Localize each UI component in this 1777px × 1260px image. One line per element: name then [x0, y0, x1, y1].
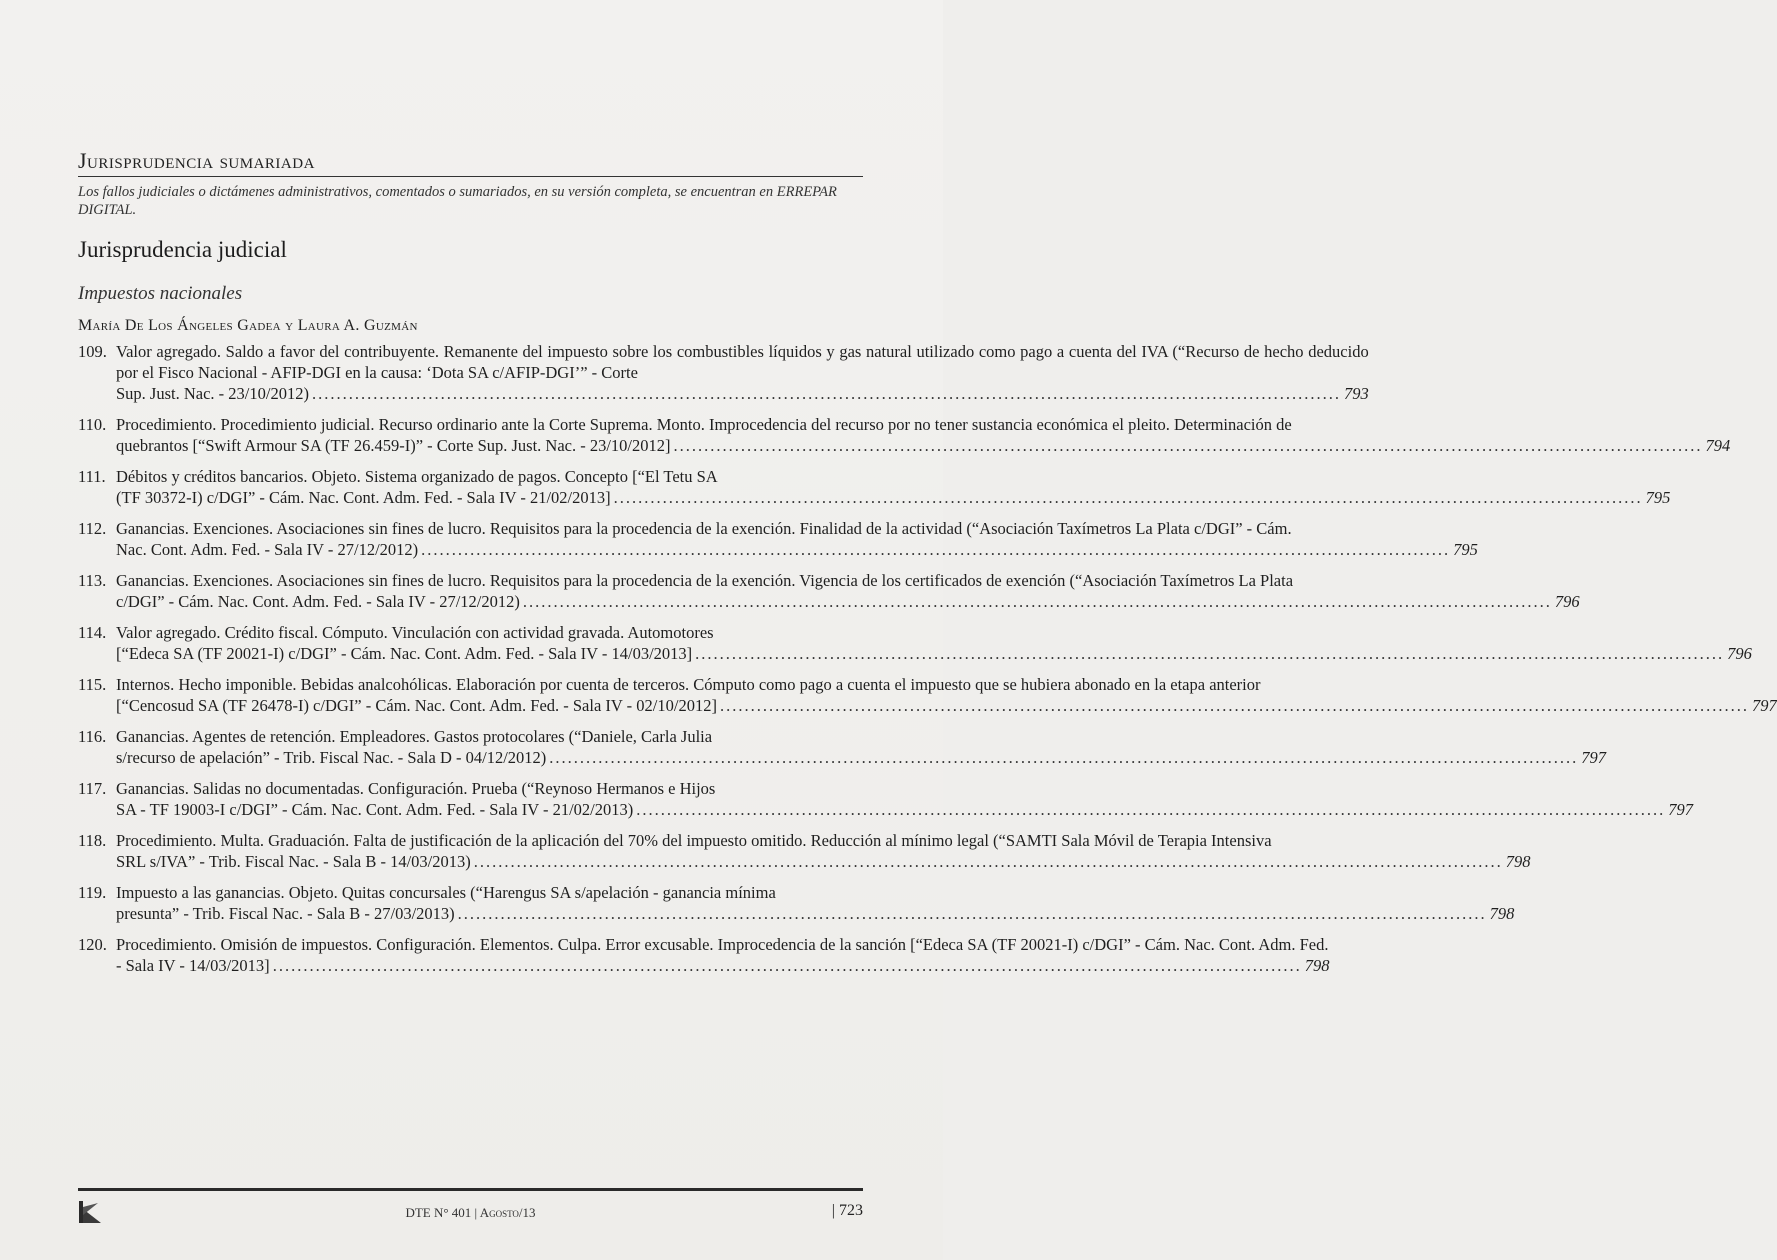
leader-dots: [523, 591, 1552, 612]
heading: Jurisprudencia judicial: [78, 237, 287, 262]
entry-number: 120.: [78, 935, 107, 954]
leader-dots: [312, 383, 1341, 404]
entry-text: Débitos y créditos bancarios. Objeto. Sistema organizado de pagos. Concepto [“El Tetu SA: [116, 467, 718, 486]
footer-publication: DTE N° 401 | Agosto/13: [405, 1205, 536, 1220]
entry-page: 796: [1727, 644, 1752, 663]
leader-dots: [720, 695, 1749, 716]
entry-page: 795: [1453, 540, 1478, 559]
list-item: [78, 414, 1731, 456]
entry-body: [116, 778, 1693, 820]
entry-last-line: [116, 591, 1580, 612]
entry-page: 798: [1489, 904, 1515, 923]
entry-body: [116, 622, 1752, 664]
entry-body: [116, 830, 1531, 872]
entry-body: [116, 414, 1730, 456]
entry-body: [116, 726, 1606, 768]
list-item: [78, 570, 1580, 612]
entry-number: 119.: [78, 883, 107, 902]
entry-number: 115.: [78, 675, 107, 694]
leader-dots: [636, 799, 1665, 820]
entry-page: 798: [1505, 852, 1531, 871]
entry-number: 109.: [78, 342, 107, 361]
entry-text: Ganancias. Exenciones. Asociaciones sin fines de lucro. Requisitos para la procedencia de la exención. Finalidad de la actividad (“Asociación Taxímetros La Plata c/DGI” - Cám.: [116, 519, 1292, 538]
entry-body: [116, 934, 1329, 976]
list-item: [78, 830, 1531, 872]
entry-text: Internos. Hecho imponible. Bebidas analcohólicas. Elaboración por cuenta de terceros. Cómputo como pago a cuenta el impuesto que se hubiera abonado en la etapa anterior: [116, 675, 1261, 694]
entry-body: [116, 570, 1580, 612]
section-title: Jurisprudencia sumariada: [78, 148, 863, 177]
page-content: [78, 148, 1777, 986]
leader-dots: [421, 539, 1450, 560]
leader-dots: [474, 851, 1503, 872]
entry-body: [116, 341, 1369, 404]
section-subtitle: Los fallos judiciales o dictámenes administrativos, comentados o sumariados, en su versión completa, se encuentran en ERREPAR DIGITAL.: [78, 184, 837, 218]
entry-page: 797: [1751, 696, 1777, 715]
entry-number: 111.: [78, 467, 106, 486]
entry-text: Procedimiento. Omisión de impuestos. Configuración. Elementos. Culpa. Error excusable. Improcedencia de la sanción [“Edeca SA (TF 20021-I) c/DGI” - Cám. Nac. Cont. Adm. Fed.: [116, 935, 1329, 954]
page-footer: [78, 1188, 863, 1227]
entry-page: 793: [1343, 384, 1369, 403]
entry-text: Valor agregado. Saldo a favor del contribuyente. Remanente del impuesto sobre los combustibles líquidos y gas natural utilizado como pago a cuenta del IVA (“Recurso de hecho deducido por el Fisco Nacional - AFIP-DGI en la causa: ‘Dota SA c/AFIP-DGI’” - Corte: [116, 342, 1369, 382]
entry-citation: c/DGI” - Cám. Nac. Cont. Adm. Fed. - Sala IV - 27/12/2012): [116, 592, 520, 611]
entry-last-line: [116, 539, 1478, 560]
entry-number: 118.: [78, 831, 107, 850]
entry-page: 798: [1304, 956, 1330, 975]
entry-text: Procedimiento. Procedimiento judicial. Recurso ordinario ante la Corte Suprema. Monto. Improcedencia del recurso por no tener sustancia económica el pleito. Determinación de: [116, 415, 1292, 434]
entry-text: Ganancias. Salidas no documentadas. Configuración. Prueba (“Reynoso Hermanos e Hijos: [116, 779, 716, 798]
list-item: [78, 934, 1330, 976]
entry-citation: presunta” - Trib. Fiscal Nac. - Sala B - 27/03/2013): [116, 904, 455, 923]
entry-citation: Nac. Cont. Adm. Fed. - Sala IV - 27/12/2012): [116, 540, 419, 559]
leader-dots: [458, 903, 1487, 924]
entry-text: Procedimiento. Multa. Graduación. Falta de justificación de la aplicación del 70% del impuesto omitido. Reducción al mínimo legal (“SAMTI Sala Móvil de Terapia Intensiva: [116, 831, 1272, 850]
leader-dots: [695, 643, 1724, 664]
entry-last-line: [116, 799, 1693, 820]
entry-citation: [“Edeca SA (TF 20021-I) c/DGI” - Cám. Nac. Cont. Adm. Fed. - Sala IV - 14/03/2013]: [116, 644, 693, 663]
leader-dots: [549, 747, 1578, 768]
entry-page: 794: [1705, 436, 1731, 455]
entry-last-line: [116, 487, 1670, 508]
entry-body: [116, 466, 1670, 508]
entry-number: 110.: [78, 415, 107, 434]
list-item: [78, 726, 1607, 768]
footer-page-number: | 723: [831, 1202, 863, 1219]
entry-last-line: [116, 695, 1777, 716]
entry-number: 113.: [78, 571, 107, 590]
entry-last-line: [116, 747, 1606, 768]
leader-dots: [614, 487, 1643, 508]
entry-number: 116.: [78, 727, 107, 746]
entry-body: [116, 674, 1777, 716]
entry-last-line: [116, 903, 1514, 924]
entry-last-line: [116, 955, 1329, 976]
entry-citation: quebrantos [“Swift Armour SA (TF 26.459-I)” - Corte Sup. Just. Nac. - 23/10/2012]: [116, 436, 671, 455]
entry-citation: Sup. Just. Nac. - 23/10/2012): [116, 384, 309, 403]
list-item: [78, 518, 1478, 560]
entries-list: [78, 341, 1777, 976]
leader-dots: [674, 435, 1703, 456]
list-item: [78, 674, 1777, 716]
entry-number: 112.: [78, 519, 107, 538]
entry-citation: s/recurso de apelación” - Trib. Fiscal Nac. - Sala D - 04/12/2012): [116, 748, 547, 767]
entry-citation: SRL s/IVA” - Trib. Fiscal Nac. - Sala B - 14/03/2013): [116, 852, 471, 871]
entry-citation: SA - TF 19003-I c/DGI” - Cám. Nac. Cont. Adm. Fed. - Sala IV - 21/02/2013): [116, 800, 634, 819]
leader-dots: [273, 955, 1302, 976]
entry-last-line: [116, 435, 1730, 456]
entry-page: 796: [1554, 592, 1580, 611]
entry-text: Ganancias. Exenciones. Asociaciones sin fines de lucro. Requisitos para la procedencia de la exención. Vigencia de los certificados de exención (“Asociación Taxímetros La Plata: [116, 571, 1294, 590]
list-item: [78, 466, 1671, 508]
entry-page: 797: [1668, 800, 1694, 819]
entry-text: Impuesto a las ganancias. Objeto. Quitas concursales (“Harengus SA s/apelación - ganancia mínima: [116, 883, 776, 902]
entry-last-line: [116, 643, 1752, 664]
entry-text: Valor agregado. Crédito fiscal. Cómputo. Vinculación con actividad gravada. Automotores: [116, 623, 714, 642]
entry-body: [116, 882, 1514, 924]
entry-citation: - Sala IV - 14/03/2013]: [116, 956, 270, 975]
list-item: [78, 622, 1752, 664]
entry-citation: [“Cencosud SA (TF 26478-I) c/DGI” - Cám. Nac. Cont. Adm. Fed. - Sala IV - 02/10/2012]: [116, 696, 717, 715]
entry-number: 114.: [78, 623, 107, 642]
entry-citation: (TF 30372-I) c/DGI” - Cám. Nac. Cont. Adm. Fed. - Sala IV - 21/02/2013]: [116, 488, 611, 507]
list-item: [78, 778, 1694, 820]
list-item: [78, 341, 1369, 404]
entry-page: 797: [1581, 748, 1607, 767]
list-item: [78, 882, 1515, 924]
entry-body: [116, 518, 1478, 560]
authors: María De Los Ángeles Gadea y Laura A. Guzmán: [78, 317, 418, 334]
entry-text: Ganancias. Agentes de retención. Empleadores. Gastos protocolares (“Daniele, Carla Julia: [116, 727, 713, 746]
subheading: Impuestos nacionales: [78, 283, 243, 304]
entry-last-line: [116, 383, 1369, 404]
entry-number: 117.: [78, 779, 107, 798]
entry-page: 795: [1645, 488, 1671, 507]
entry-last-line: [116, 851, 1531, 872]
